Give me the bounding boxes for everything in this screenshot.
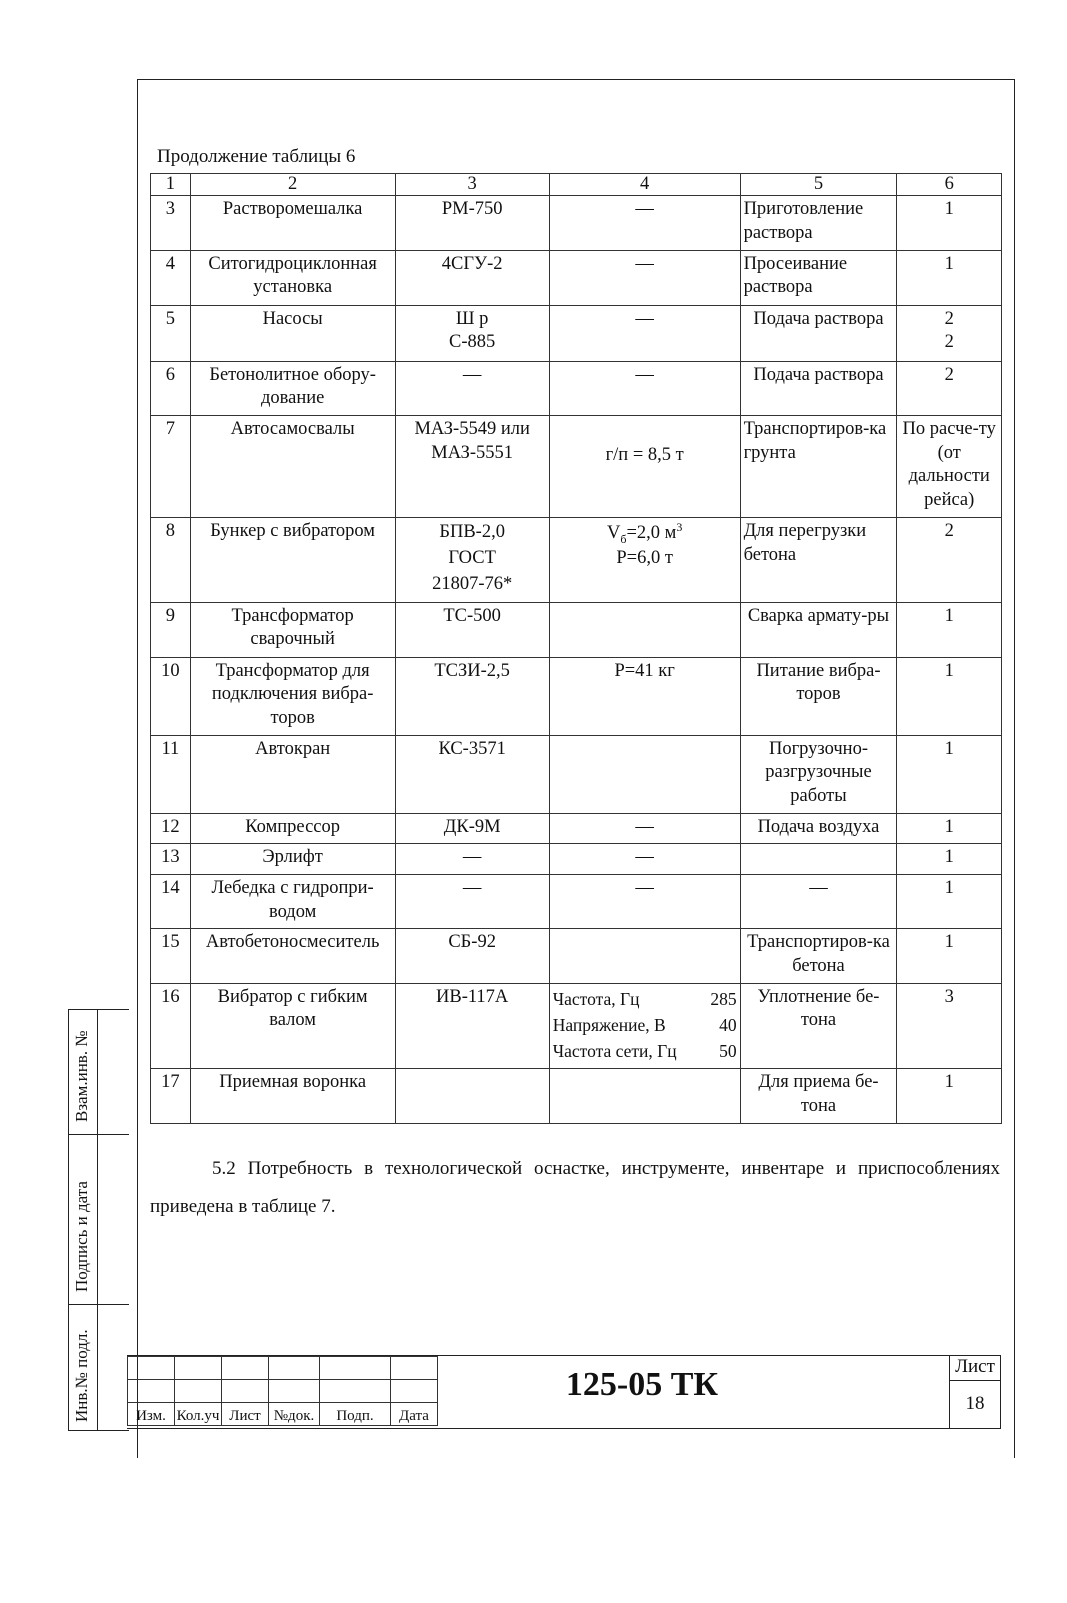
vibrator-specs [549, 983, 740, 1069]
equipment-model: СБ-92 [395, 929, 549, 983]
equipment-name: Бетонолитное обору-дование [190, 361, 395, 415]
equipment-qty [897, 305, 1002, 361]
equipment-purpose: Сварка армату-ры [740, 602, 897, 657]
table-row [151, 735, 1002, 813]
volume-spec: $V_б=2,0$ $м^3$ [606, 519, 683, 546]
equipment-model: МАЗ-5549 или МАЗ-5551 [395, 415, 549, 517]
side-stamp [68, 1009, 129, 1431]
row-number: 5 [151, 305, 191, 361]
equipment-qty: 1 [897, 1069, 1002, 1123]
equipment-qty: 1 [897, 813, 1002, 844]
header-col-1: 1 [151, 174, 191, 196]
table-row [151, 1069, 1002, 1123]
header-col-2: 2 [190, 174, 395, 196]
model-line: 21807-76* [432, 573, 513, 594]
model-line: Ш р [455, 308, 489, 329]
equipment-name: Автобетоносмеситель [190, 929, 395, 983]
equipment-name: Ситогидроциклонная установка [190, 250, 395, 305]
document-code: 125-05 ТК [565, 1366, 719, 1403]
equipment-model: РМ-750 [395, 196, 549, 250]
table-row [151, 983, 1002, 1069]
header-col-6: 6 [897, 174, 1002, 196]
spec-line: Напряжение, В 40 [552, 1014, 737, 1035]
pressure-spec: Р=6,0 т [616, 548, 673, 569]
col-kol-uch: Кол.уч [175, 1403, 222, 1426]
equipment-qty: По расче-ту (от дальности рейса) [897, 415, 1002, 517]
row-number: 6 [151, 361, 191, 415]
equipment-qty: 1 [897, 657, 1002, 735]
table-header-row [151, 174, 1002, 196]
equipment-purpose: Транспортиров-ка грунта [740, 415, 897, 517]
equipment-spec: — [549, 844, 740, 875]
table-row [151, 657, 1002, 735]
col-podp: Подп. [320, 1403, 391, 1426]
table-row [151, 415, 1002, 517]
qty-line: 2 [944, 308, 954, 329]
row-number: 11 [151, 735, 191, 813]
equipment-purpose: Погрузочно-разгрузочные работы [740, 735, 897, 813]
equipment-purpose: Транспортиров-ка бетона [740, 929, 897, 983]
equipment-model: ИВ-117А [395, 983, 549, 1069]
equipment-purpose: Для перегрузки бетона [740, 517, 897, 602]
equipment-purpose: Для приема бе-тона [740, 1069, 897, 1123]
header-col-4: 4 [549, 174, 740, 196]
equipment-spec [549, 929, 740, 983]
equipment-purpose: Подача раствора [740, 361, 897, 415]
row-number: 10 [151, 657, 191, 735]
table-row [151, 361, 1002, 415]
equipment-name: Трансформатор сварочный [190, 602, 395, 657]
equipment-model: ТС-500 [395, 602, 549, 657]
row-number: 16 [151, 983, 191, 1069]
equipment-name: Автосамосвалы [190, 415, 395, 517]
row-number: 13 [151, 844, 191, 875]
col-ndok: №док. [269, 1403, 320, 1426]
equipment-spec [549, 517, 740, 602]
section-paragraph: 5.2 Потребность в технологической оснастке, инструменте, инвентаре и приспособлениях приведена в таблице 7. [150, 1158, 1000, 1217]
model-line: С-885 [449, 332, 496, 353]
spec-line: Частота сети, Гц 50 [552, 1041, 737, 1062]
equipment-qty: 2 [897, 361, 1002, 415]
equipment-name: Трансформатор для подключения вибра-торов [190, 657, 395, 735]
equipment-name: Растворомешалка [190, 196, 395, 250]
equipment-model: — [395, 361, 549, 415]
equipment-purpose: Приготовление раствора [740, 196, 897, 250]
row-number: 17 [151, 1069, 191, 1123]
equipment-name: Приемная воронка [190, 1069, 395, 1123]
sheet-number: 18 [965, 1393, 985, 1414]
model-line: ГОСТ [448, 547, 496, 568]
row-number: 3 [151, 196, 191, 250]
equipment-qty: 1 [897, 929, 1002, 983]
equipment-purpose [740, 844, 897, 875]
signature-date-label: Подпись и дата [72, 1181, 91, 1292]
equipment-qty: 1 [897, 250, 1002, 305]
equipment-qty: 3 [897, 983, 1002, 1069]
table-row [151, 813, 1002, 844]
equipment-purpose: Уплотнение бе-тона [740, 983, 897, 1069]
row-number: 8 [151, 517, 191, 602]
revision-grid [127, 1356, 438, 1426]
row-number: 12 [151, 813, 191, 844]
table-row [151, 196, 1002, 250]
equipment-name: Эрлифт [190, 844, 395, 875]
equipment-model: ДК-9М [395, 813, 549, 844]
title-block [127, 1355, 1001, 1429]
col-izm: Изм. [128, 1403, 175, 1426]
equipment-model: — [395, 844, 549, 875]
equipment-spec [549, 735, 740, 813]
equipment-purpose: Подача раствора [740, 305, 897, 361]
equipment-qty: 1 [897, 875, 1002, 929]
equipment-purpose: — [740, 875, 897, 929]
equipment-spec: — [549, 813, 740, 844]
vzam-label: Взам.инв. № [72, 1030, 91, 1122]
equipment-name: Автокран [190, 735, 395, 813]
equipment-spec [549, 602, 740, 657]
equipment-qty: 1 [897, 602, 1002, 657]
equipment-spec: — [549, 196, 740, 250]
equipment-spec [549, 1069, 740, 1123]
row-number: 14 [151, 875, 191, 929]
equipment-model: — [395, 875, 549, 929]
equipment-model: ТСЗИ-2,5 [395, 657, 549, 735]
equipment-qty: 1 [897, 844, 1002, 875]
equipment-model [395, 517, 549, 602]
equipment-qty: 1 [897, 735, 1002, 813]
equipment-qty: 2 [897, 517, 1002, 602]
col-list: Лист [222, 1403, 269, 1426]
equipment-model [395, 1069, 549, 1123]
equipment-spec: г/п = 8,5 т [549, 415, 740, 517]
sheet-label: Лист [950, 1356, 1000, 1381]
equipment-model [395, 305, 549, 361]
table-row [151, 844, 1002, 875]
equipment-table [150, 173, 1002, 1124]
table-row [151, 305, 1002, 361]
equipment-spec: — [549, 250, 740, 305]
equipment-name: Вибратор с гибким валом [190, 983, 395, 1069]
equipment-qty: 1 [897, 196, 1002, 250]
table-row [151, 929, 1002, 983]
row-number: 15 [151, 929, 191, 983]
stamp-divider [69, 1304, 129, 1305]
table-row [151, 517, 1002, 602]
equipment-purpose: Просеивание раствора [740, 250, 897, 305]
equipment-model: КС-3571 [395, 735, 549, 813]
equipment-purpose: Подача воздуха [740, 813, 897, 844]
equipment-model: 4СГУ-2 [395, 250, 549, 305]
inventory-label: Инв.№ подл. [72, 1329, 91, 1422]
row-number: 4 [151, 250, 191, 305]
qty-line: 2 [944, 332, 954, 353]
row-number: 7 [151, 415, 191, 517]
equipment-name: Бункер с вибратором [190, 517, 395, 602]
col-data: Дата [391, 1403, 438, 1426]
table-caption: Продолжение таблицы 6 [157, 146, 356, 167]
header-col-3: 3 [395, 174, 549, 196]
equipment-spec: — [549, 305, 740, 361]
equipment-name: Насосы [190, 305, 395, 361]
sheet-box [949, 1356, 1000, 1428]
row-number: 9 [151, 602, 191, 657]
table-row [151, 602, 1002, 657]
equipment-spec: Р=41 кг [549, 657, 740, 735]
model-line: БПВ-2,0 [439, 521, 505, 542]
header-col-5: 5 [740, 174, 897, 196]
stamp-divider [69, 1134, 129, 1135]
table-row [151, 875, 1002, 929]
equipment-name: Лебедка с гидропри-водом [190, 875, 395, 929]
equipment-name: Компрессор [190, 813, 395, 844]
equipment-spec: — [549, 875, 740, 929]
spec-line: Частота, Гц 285 [552, 988, 737, 1009]
table-row [151, 250, 1002, 305]
equipment-spec: — [549, 361, 740, 415]
equipment-purpose: Питание вибра-торов [740, 657, 897, 735]
